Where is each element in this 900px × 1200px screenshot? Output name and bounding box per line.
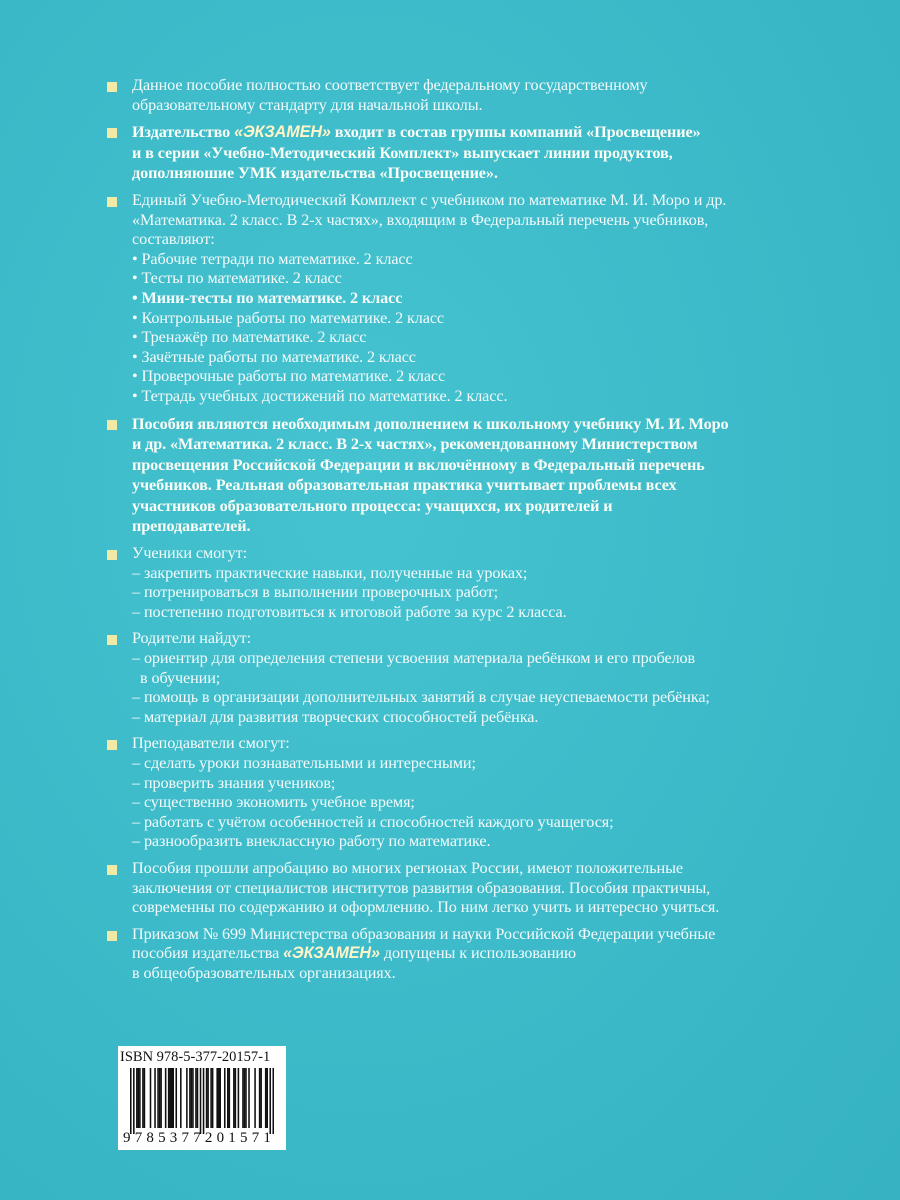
text-line: просвещения Российской Федерации и включённому в Федеральный перечень bbox=[132, 455, 705, 474]
text-line: – разнообразить внеклассную работу по математике. bbox=[132, 832, 491, 851]
text-line: – помощь в организации дополнительных занятий в случае неуспеваемости ребёнка; bbox=[132, 688, 710, 707]
text-line: – материал для развития творческих способностей ребёнка. bbox=[132, 707, 539, 726]
text-line: • Мини-тесты по математике. 2 класс bbox=[132, 288, 403, 307]
text-line: – потренироваться в выполнении проверочных работ; bbox=[132, 583, 499, 602]
barcode-bar bbox=[272, 1068, 274, 1134]
text-line: – ориентир для определения степени усвоения материала ребёнком и его пробелов bbox=[132, 649, 696, 668]
text-line: Данное пособие полностью соответствует федеральному государственному bbox=[132, 76, 648, 94]
text-line bbox=[132, 122, 877, 143]
text-line: образовательному стандарту для начальной школы. bbox=[132, 95, 483, 114]
square-bullet-icon bbox=[107, 420, 117, 430]
text-line: – существенно экономить учебное время; bbox=[132, 793, 415, 812]
barcode-bar bbox=[266, 1068, 268, 1128]
barcode-bar bbox=[165, 1068, 167, 1128]
barcode-bar bbox=[168, 1068, 170, 1128]
text-segment: входит в состав группы компаний «Просвещение» bbox=[330, 123, 701, 142]
text-line: Приказом № 699 Министерства образования и науки Российской Федерации учебные bbox=[132, 924, 716, 943]
publisher-name: «ЭКЗАМЕН» bbox=[283, 944, 380, 963]
barcode-bar bbox=[219, 1068, 221, 1128]
barcode-bar bbox=[212, 1068, 214, 1128]
text-line: – работать с учётом особенностей и способностей каждого учащегося; bbox=[132, 812, 614, 831]
text-line: Пособия прошли апробацию во многих регионах России, имеют положительные bbox=[132, 858, 683, 877]
barcode-bar bbox=[180, 1068, 182, 1128]
text-line: Единый Учебно-Методический Комплект с учебником по математике М. И. Моро и др. bbox=[132, 190, 727, 209]
barcode-bar bbox=[133, 1068, 135, 1134]
barcode-bar bbox=[189, 1068, 191, 1128]
barcode-bar bbox=[210, 1068, 212, 1128]
text-line: • Тетрадь учебных достижений по математике. 2 класс. bbox=[132, 386, 508, 405]
text-line: заключения от специалистов институтов развития образования. Пособия практичны, bbox=[132, 878, 711, 897]
text-line: Преподаватели смогут: bbox=[132, 734, 290, 753]
barcode-bar bbox=[197, 1068, 199, 1128]
square-bullet-icon bbox=[107, 550, 117, 560]
barcode-bar bbox=[138, 1068, 140, 1128]
barcode-bar bbox=[238, 1068, 240, 1128]
barcode-bar bbox=[192, 1068, 194, 1128]
barcode-bar bbox=[195, 1068, 197, 1128]
text-line: – закрепить практические навыки, полученные на уроках; bbox=[132, 563, 528, 582]
text-line: Ученики смогут: bbox=[132, 544, 248, 563]
barcode-digits: 9785377201571 bbox=[123, 1130, 276, 1146]
barcode-bars bbox=[130, 1068, 274, 1134]
info-paragraph bbox=[107, 734, 877, 852]
barcode-bar bbox=[216, 1068, 218, 1128]
text-line: и в серии «Учебно-Методический Комплект» выпускает линии продуктов, bbox=[132, 143, 673, 162]
barcode-bar bbox=[265, 1068, 267, 1128]
text-line: • Тренажёр по математике. 2 класс bbox=[132, 328, 367, 347]
info-paragraph bbox=[107, 414, 877, 538]
barcode-bar bbox=[207, 1068, 209, 1128]
barcode-bar bbox=[203, 1068, 205, 1134]
barcode-bar bbox=[227, 1068, 229, 1128]
barcode-bar bbox=[171, 1068, 173, 1128]
square-bullet-icon bbox=[107, 740, 117, 750]
text-line: преподавателей. bbox=[132, 517, 251, 536]
barcode-bar bbox=[139, 1068, 141, 1128]
text-line: – постепенно подготовиться к итоговой работе за курс 2 класса. bbox=[132, 602, 567, 621]
text-line: современны по содержанию и оформлению. По ним легко учить и интересно учиться. bbox=[132, 898, 720, 917]
barcode-bar bbox=[269, 1068, 271, 1134]
info-paragraph bbox=[107, 191, 877, 407]
barcode-bar bbox=[254, 1068, 256, 1128]
info-paragraph bbox=[107, 859, 877, 918]
text-line: в общеобразовательных организациях. bbox=[132, 963, 396, 982]
text-line: участников образовательного процесса: учащихся, их родителей и bbox=[132, 496, 613, 515]
barcode-bar bbox=[186, 1068, 188, 1128]
text-line: составляют: bbox=[132, 230, 215, 249]
barcode-bar bbox=[142, 1068, 144, 1128]
text-line: учебников. Реальная образовательная практика учитывает проблемы всех bbox=[132, 476, 677, 495]
text-segment: пособия издательства bbox=[132, 944, 284, 963]
text-line: – проверить знания учеников; bbox=[132, 773, 336, 792]
barcode-bar bbox=[136, 1068, 138, 1128]
barcode-bar bbox=[245, 1068, 247, 1128]
text-line: Пособия являются необходимым дополнением к школьному учебнику М. И. Моро bbox=[132, 414, 729, 433]
barcode-bar bbox=[233, 1068, 235, 1128]
text-line: – сделать уроки познавательными и интересными; bbox=[132, 754, 476, 772]
info-paragraph bbox=[107, 629, 877, 727]
text-segment: допущены к использованию bbox=[379, 944, 576, 963]
barcode-bar bbox=[206, 1068, 208, 1128]
barcode-bar bbox=[244, 1068, 246, 1128]
square-bullet-icon bbox=[107, 128, 117, 138]
barcode-bar bbox=[175, 1068, 177, 1128]
barcode-bar bbox=[144, 1068, 146, 1128]
text-line: «Математика. 2 класс. В 2-х частях», входящим в Федеральный перечень учебников, bbox=[132, 210, 709, 229]
info-paragraph bbox=[107, 122, 877, 184]
square-bullet-icon bbox=[107, 931, 117, 941]
square-bullet-icon bbox=[107, 865, 117, 875]
isbn-barcode-label bbox=[118, 1046, 286, 1150]
square-bullet-icon bbox=[107, 197, 117, 207]
barcode-bar bbox=[229, 1068, 231, 1128]
text-line: • Контрольные работы по математике. 2 класс bbox=[132, 308, 445, 327]
text-line: • Зачётные работы по математике. 2 класс bbox=[132, 347, 416, 366]
text-line: • Рабочие тетради по математике. 2 класс bbox=[132, 249, 413, 268]
barcode-bar bbox=[235, 1068, 237, 1128]
publisher-name: «ЭКЗАМЕН» bbox=[234, 123, 331, 142]
barcode-bar bbox=[130, 1068, 132, 1134]
barcode-bar bbox=[154, 1068, 156, 1128]
text-line: в обучении; bbox=[140, 668, 221, 687]
square-bullet-icon bbox=[107, 82, 117, 92]
barcode-bar bbox=[260, 1068, 262, 1128]
square-bullet-icon bbox=[107, 635, 117, 645]
text-segment: Издательство bbox=[132, 123, 235, 142]
barcode-bar bbox=[150, 1068, 152, 1128]
barcode-bar bbox=[200, 1068, 202, 1134]
barcode-bar bbox=[191, 1068, 193, 1128]
barcode-bar bbox=[248, 1068, 250, 1128]
barcode-bar bbox=[218, 1068, 220, 1128]
info-paragraph bbox=[107, 544, 877, 622]
text-line: и др. «Математика. 2 класс. В 2-х частях», рекомендованному Министерством bbox=[132, 435, 698, 454]
text-line: дополняюшие УМК издательства «Просвещение». bbox=[132, 164, 498, 183]
barcode-bar bbox=[159, 1068, 161, 1128]
barcode-bar bbox=[242, 1068, 244, 1128]
info-paragraph bbox=[107, 76, 877, 115]
text-line: • Проверочные работы по математике. 2 класс bbox=[132, 367, 446, 386]
text-line bbox=[132, 944, 877, 964]
barcode-bar bbox=[224, 1068, 226, 1128]
barcode-bar bbox=[160, 1068, 162, 1128]
text-line: Родители найдут: bbox=[132, 629, 251, 648]
back-cover-text bbox=[107, 76, 877, 991]
barcode-bar bbox=[157, 1068, 159, 1128]
barcode-bar bbox=[172, 1068, 174, 1128]
barcode-bar bbox=[259, 1068, 261, 1128]
info-paragraph bbox=[107, 925, 877, 984]
barcode-bar bbox=[169, 1068, 171, 1128]
text-line: • Тесты по математике. 2 класс bbox=[132, 269, 342, 288]
isbn-number: ISBN 978-5-377-20157-1 bbox=[120, 1049, 271, 1065]
